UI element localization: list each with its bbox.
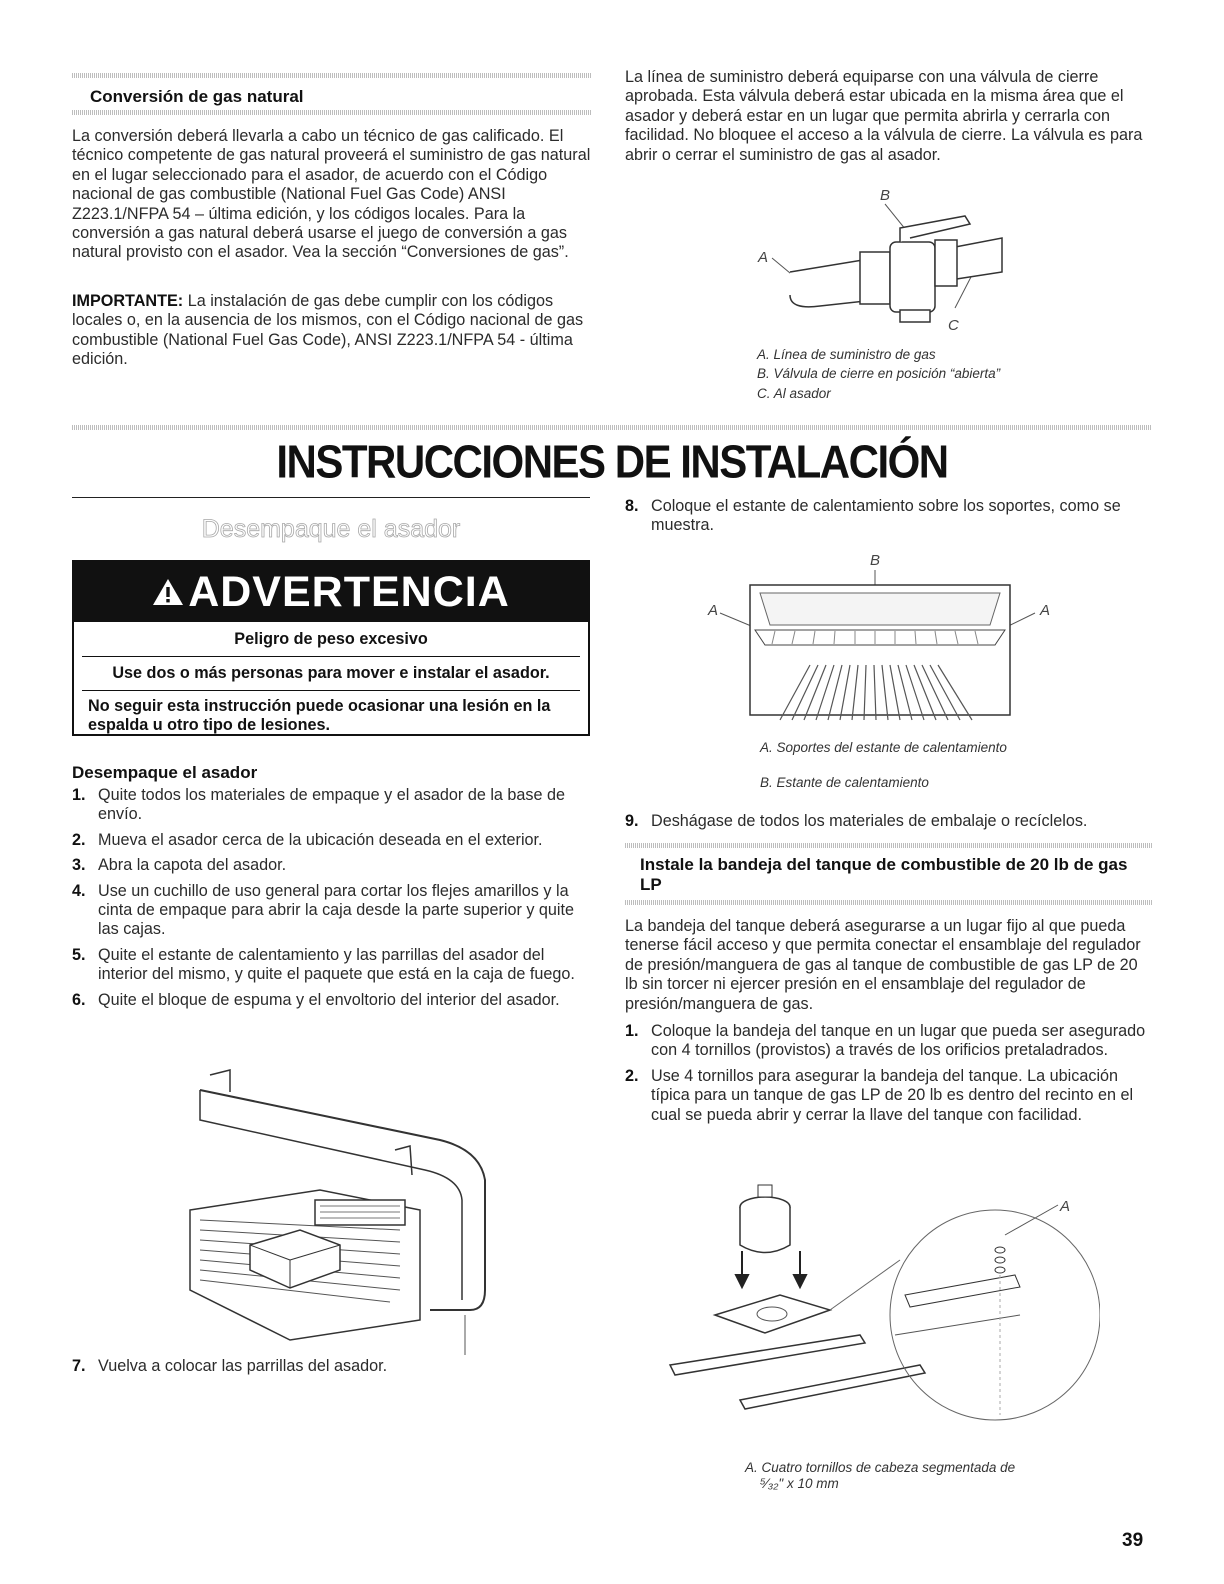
conversion-paragraph: La conversión deberá llevarla a cabo un técnico de gas calificado. El técnico competente de gas natural proveerá el suministro de gas natural en el lugar seleccionado para el asador, de acuerdo con el Código nacional de gas combustible (National Fuel Gas Code) ANSI Z223.1/NFPA 54 – última edición, y los códigos locales. Para la conversión a gas natural deberá usarse el juego de conversión a gas natural provisto con el asador. Vea la sección “Conversiones de gas”. [72,127,591,262]
disposal-step [625,812,1150,837]
tray-caption-line1: A. Cuatro tornillos de cabeza segmentada de [745,1460,1016,1475]
warning-header-label: ADVERTENCIA [188,567,510,616]
section-rule [625,843,1153,848]
section-rule [625,900,1153,905]
tank-tray-steps [625,1022,1153,1131]
list-item: 2. Use 4 tornillos para asegurar la bandeja del tanque. La ubicación típica para un tanque de gas LP de 20 lb es dentro del recinto en el cual se pueda abrir y cerrar la llave del tanque con facilidad. [625,1066,1134,1124]
fig-label-b: B [880,187,891,204]
warning-consequence: No seguir esta instrucción puede ocasionar una lesión en la espalda u otro tipo de lesiones. [88,697,551,734]
supply-line-paragraph: La línea de suministro deberá equiparse con una válvula de cierre aprobada. Esta válvula deberá estar ubicada en la misma área que el asador y deberá estar en un lugar que permita abrirla y cerrarla con facilidad. No bloquee el acceso a la válvula de cierre. La válvula es para abrir o cerrar el suministro de gas al asador. [625,68,1143,164]
valve-caption-b: B. Válvula de cierre en posición “abierta” [757,366,1001,381]
unpack-section-title: Desempaque el asador [201,515,461,543]
valve-caption-a: A. Línea de suministro de gas [757,347,936,362]
rack-fig-label-a-left: A [708,602,719,619]
title-rule [72,425,1152,430]
list-item: 9. Deshágase de todos los materiales de embalaje o recíclelos. [625,812,1088,830]
list-item: 6. Quite el bloque de espuma y el envoltorio del interior del asador. [72,990,560,1009]
tray-caption-line2: ⁵⁄₃₂" x 10 mm [760,1476,839,1491]
warning-triangle-icon [152,577,184,607]
section-heading: Conversión de gas natural [90,87,304,106]
section-rule [72,110,592,115]
rack-caption-b: B. Estante de calentamiento [760,775,929,790]
shutoff-valve-illustration [740,180,1040,340]
fig-label-c: C [948,317,959,334]
tank-tray-heading: Instale la bandeja del tanque de combustible de 20 lb de gas LP [640,855,1128,894]
important-label: IMPORTANTE: [72,292,184,310]
warning-box [72,560,590,736]
warning-divider [82,690,580,691]
page-number: 39 [1122,1530,1144,1551]
tank-tray-illustration [660,1175,1100,1455]
valve-caption-c: C. Al asador [757,386,831,401]
grill-open-illustration [170,1060,510,1360]
list-item: 2. Mueva el asador cerca de la ubicación deseada en el exterior. [72,830,543,849]
tray-fig-label-a: A [1060,1198,1071,1215]
list-item: 8. Coloque el estante de calentamiento sobre los soportes, como se muestra. [625,497,1121,535]
list-item: 1. Quite todos los materiales de empaque y el asador de la base de envío. [72,786,566,824]
tank-tray-paragraph: La bandeja del tanque deberá asegurarse a un lugar fijo al que pueda tenerse fácil acceso y que permita conectar el ensamblaje del regulador de presión/manguera de gas al tanque de combustible de gas LP de 20 lb sin torcer ni ejercer presión en el ensamblaje del regulador de presión/manguera de gas. [625,917,1141,1013]
important-paragraph [72,292,592,370]
unpack-steps [72,786,587,1016]
rack-fig-label-b: B [870,552,881,569]
warning-hazard: Peligro de peso excesivo [234,630,428,648]
important-text: La instalación de gas debe cumplir con los códigos locales o, en la ausencia de los mismos, con el Código nacional de gas combustible (National Fuel Gas Code), ANSI Z223.1/NFPA 54 - última edición. [72,292,584,369]
warming-rack-illustration [700,545,1060,725]
list-item: 4. Use un cuchillo de uso general para cortar los flejes amarillos y la cinta de empaque para abrir la caja desde la parte superior y quite las cajas. [72,881,575,939]
warning-divider [82,656,580,657]
section-divider [72,497,590,498]
warming-rack-step [625,497,1150,542]
warning-header [74,562,588,622]
list-item: 5. Quite el estante de calentamiento y las parrillas del asador del interior del mismo, y quite el paquete que está en la caja de fuego. [72,945,575,984]
rack-caption-a: A. Soportes del estante de calentamiento [760,740,1007,755]
list-item: 7. Vuelva a colocar las parrillas del asador. [72,1357,388,1375]
fig-label-a: A [758,249,769,266]
unpack-subheading: Desempaque el asador [72,763,258,782]
warning-instruction: Use dos o más personas para mover e instalar el asador. [112,664,550,682]
list-item: 3. Abra la capota del asador. [72,856,287,875]
list-item: 1. Coloque la bandeja del tanque en un lugar que pueda ser asegurado con 4 tornillos (provistos) a través de los orificios pretaladrados. [625,1022,1146,1060]
page-title: INSTRUCCIONES DE INSTALACIÓN [276,435,948,488]
rack-fig-label-a-right: A [1040,602,1051,619]
section-rule [72,73,592,78]
unpack-step-7 [72,1357,587,1382]
